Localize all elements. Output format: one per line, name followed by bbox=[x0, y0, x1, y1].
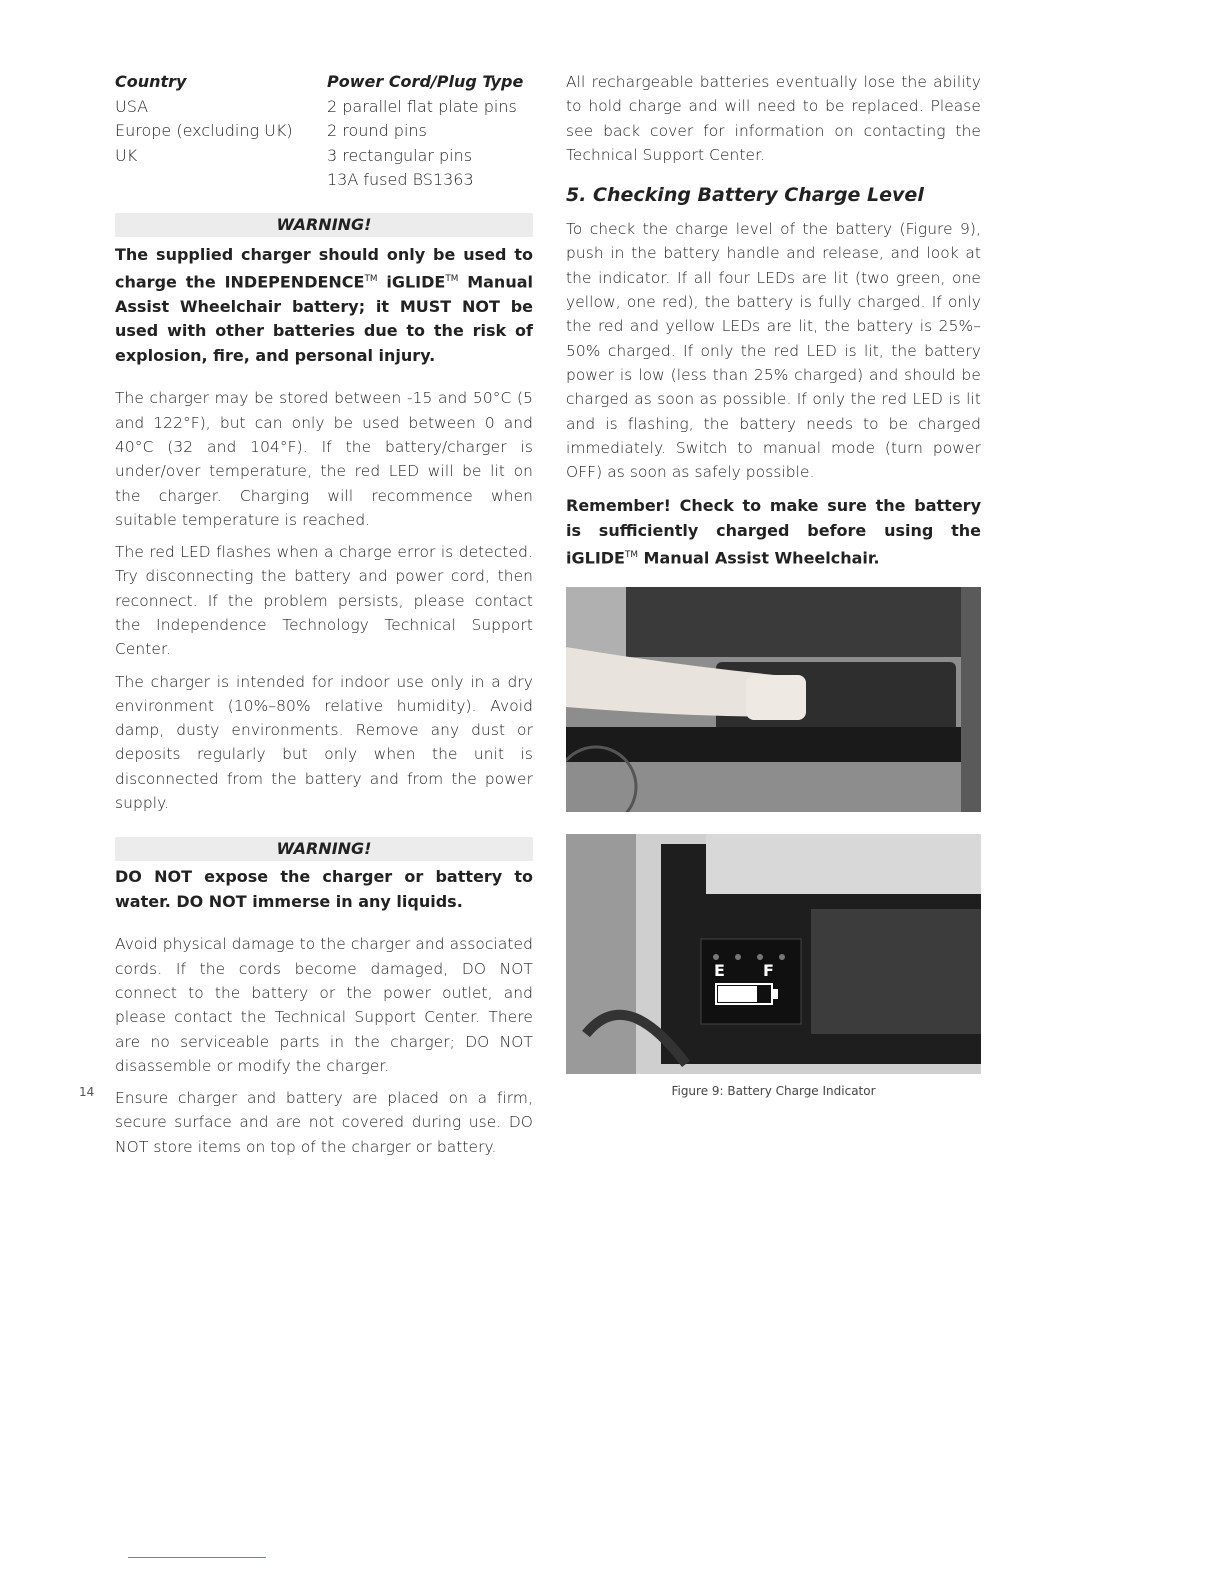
section-title: 5. Checking Battery Charge Level bbox=[566, 184, 924, 207]
header-country: Country bbox=[115, 72, 187, 91]
full-label: F bbox=[763, 961, 774, 981]
paragraph-check-charge: To check the charge level of the battery (Figure 9), push in the battery handle and release, and look at the indicator. If all four LEDs are lit (two green, one yellow, one red), the battery is fully charged. If only the red and yellow LEDs are lit, the battery is 25%–50% charged. If only the red LED is lit, the battery power is low (less than 25% charged) and should be charged as soon as possible. If only the red LED is lit and is flashing, the battery needs to be charged immediately. Switch to manual mode (turn power OFF) as soon as safely possible. bbox=[566, 220, 981, 482]
right-column bbox=[566, 70, 981, 1098]
table-cell-plug: 2 round pins bbox=[327, 121, 427, 140]
empty-label: E bbox=[714, 961, 725, 981]
table-cell-country: Europe (excluding UK) bbox=[115, 121, 293, 140]
table-cell-country: USA bbox=[115, 96, 149, 116]
paragraph-indoor-use: The charger is intended for indoor use only in a dry environment (10%–80% relative humidity). Avoid damp, dusty environments. Remove any dust or deposits regularly but only when the unit is disconnected from the battery and from the power supply. bbox=[115, 672, 533, 813]
warning-text-water: DO NOT expose the charger or battery to water. DO NOT immerse in any liquids. bbox=[115, 867, 533, 911]
table-cell-country: UK bbox=[115, 145, 138, 165]
page-number: 14 bbox=[79, 1085, 95, 1099]
paragraph-firm-surface: Ensure charger and battery are placed on a firm, secure surface and are not covered during use. DO NOT store items on top of the charger or battery. bbox=[115, 1089, 533, 1156]
battery-fill-level bbox=[718, 986, 757, 1002]
left-column bbox=[115, 70, 533, 1159]
remember-note: Remember! Check to make sure the battery is sufficiently charged before using the iGLIDE™ Manual Assist Wheelchair. bbox=[566, 496, 981, 568]
charge-indicator-illustration bbox=[566, 834, 981, 1074]
warning-banner-water: WARNING! bbox=[115, 837, 533, 861]
table-cell-plug: 3 rectangular pins bbox=[327, 145, 473, 165]
paragraph-physical-damage: Avoid physical damage to the charger and associated cords. If the cords become damaged, DO NOT connect to the battery or the power outlet, and please contact the Technical Support Center. There are no serviceable parts in the charger; DO NOT disassemble or modify the charger. bbox=[115, 935, 533, 1075]
battery-handle-photo bbox=[566, 587, 981, 812]
table-cell-plug: 13A fused BS1363 bbox=[327, 170, 474, 189]
warning-text-charger: The supplied charger should only be used to charge the INDEPENDENCE™ iGLIDE™ Manual Assist Wheelchair battery; it MUST NOT be used with other batteries due to the risk of explosion, fire, and personal injury. bbox=[115, 244, 533, 365]
paragraph-rechargeable: All rechargeable batteries eventually lose the ability to hold charge and will need to be replaced. Please see back cover for information on contacting the Technical Support Center. bbox=[566, 73, 981, 164]
table-cell-plug: 2 parallel flat plate pins bbox=[327, 96, 517, 116]
figure-caption: Figure 9: Battery Charge Indicator bbox=[671, 1084, 876, 1099]
plug-type-table bbox=[115, 70, 533, 193]
warning-banner: WARNING! bbox=[115, 213, 533, 237]
paragraph-storage-temperature: The charger may be stored between -15 and 50°C (5 and 122°F), but can only be used between 0 and 40°C (32 and 104°F). If the battery/charger is under/over temperature, the red LED will be lit on the charger. Charging will recommence when suitable temperature is reached. bbox=[115, 389, 533, 529]
paragraph-red-led: The red LED flashes when a charge error is detected. Try disconnecting the battery and power cord, then reconnect. If the problem persists, please contact the Independence Technology Technical Support Center. bbox=[115, 543, 533, 659]
header-plug-type: Power Cord/Plug Type bbox=[327, 72, 524, 91]
footer-rule bbox=[128, 1557, 266, 1558]
battery-handle-illustration bbox=[566, 587, 981, 812]
table-cell-country bbox=[115, 168, 327, 193]
charge-indicator-photo bbox=[566, 834, 981, 1074]
